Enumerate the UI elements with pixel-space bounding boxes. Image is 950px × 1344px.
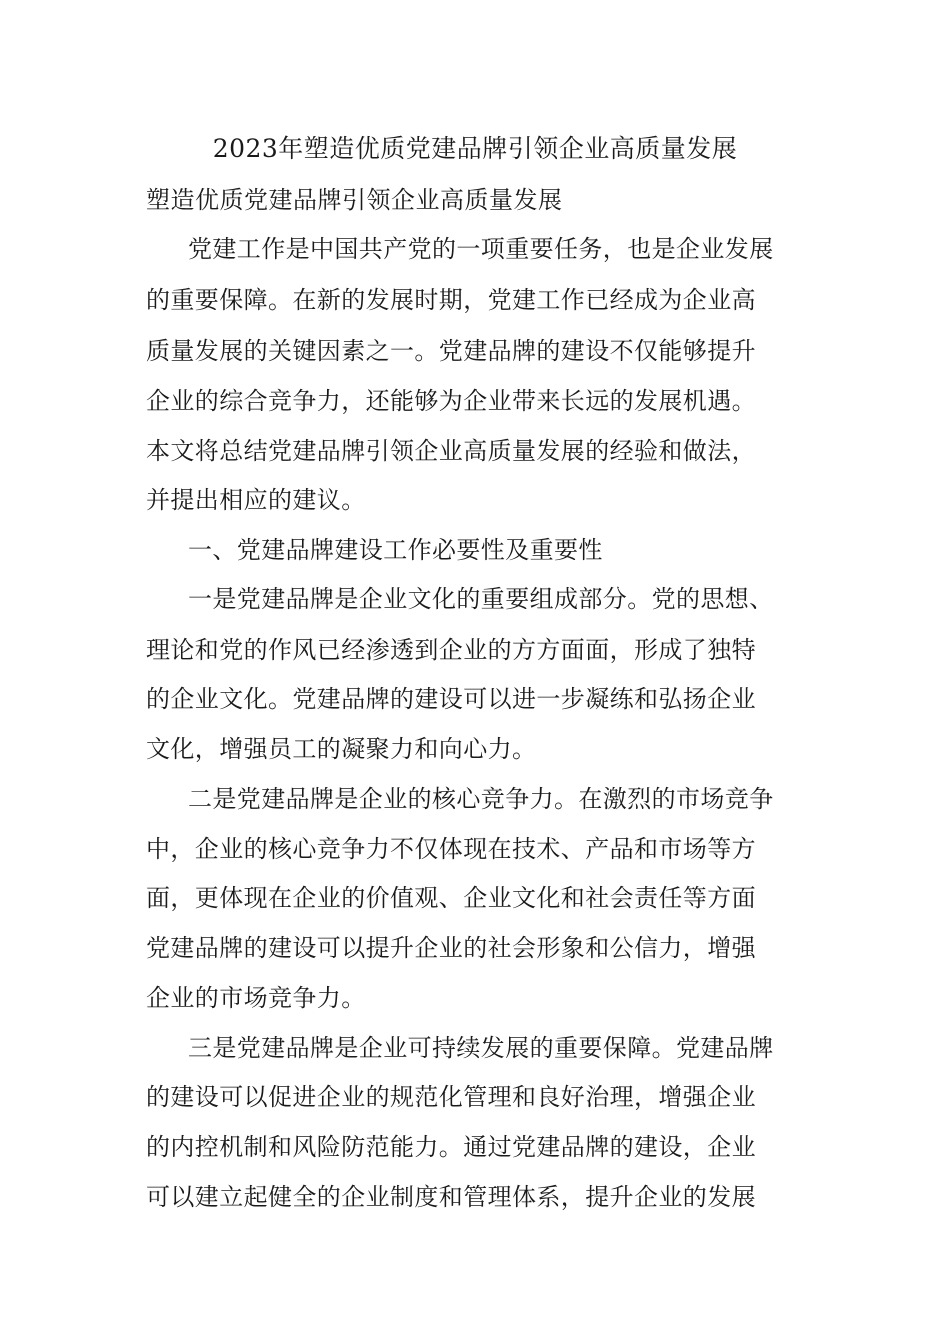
paragraph-4-line-5: 企业的市场竞争力。 bbox=[146, 984, 366, 1012]
paragraph-1-line-3: 质量发展的关键因素之一。党建品牌的建设不仅能够提升 bbox=[146, 337, 756, 365]
paragraph-4-line-4: 党建品牌的建设可以提升企业的社会形象和公信力，增强 bbox=[146, 934, 756, 962]
document-title: 2023年塑造优质党建品牌引领企业高质量发展 bbox=[212, 134, 738, 163]
paragraph-3-line-2: 理论和党的作风已经渗透到企业的方方面面，形成了独特 bbox=[146, 636, 756, 664]
paragraph-5-line-2: 的建设可以促进企业的规范化管理和良好治理，增强企业 bbox=[146, 1083, 756, 1111]
paragraph-1-line-5: 本文将总结党建品牌引领企业高质量发展的经验和做法， bbox=[146, 437, 756, 465]
paragraph-1-line-1: 党建工作是中国共产党的一项重要任务，也是企业发展 bbox=[188, 235, 774, 263]
paragraph-5-line-1: 三是党建品牌是企业可持续发展的重要保障。党建品牌 bbox=[188, 1034, 774, 1062]
section-heading-1: 一、党建品牌建设工作必要性及重要性 bbox=[188, 536, 603, 564]
paragraph-4-line-3: 面，更体现在企业的价值观、企业文化和社会责任等方面 bbox=[146, 884, 756, 912]
paragraph-1-line-6: 并提出相应的建议。 bbox=[146, 486, 366, 514]
paragraph-5-line-3: 的内控机制和风险防范能力。通过党建品牌的建设，企业 bbox=[146, 1133, 756, 1161]
paragraph-3-line-1: 一是党建品牌是企业文化的重要组成部分。党的思想、 bbox=[188, 585, 774, 613]
paragraph-1-line-4: 企业的综合竞争力，还能够为企业带来长远的发展机遇。 bbox=[146, 387, 756, 415]
paragraph-5-line-4: 可以建立起健全的企业制度和管理体系，提升企业的发展 bbox=[146, 1183, 756, 1211]
paragraph-3-line-3: 的企业文化。党建品牌的建设可以进一步凝练和弘扬企业 bbox=[146, 685, 756, 713]
paragraph-4-line-1: 二是党建品牌是企业的核心竞争力。在激烈的市场竞争 bbox=[188, 785, 774, 813]
document-subtitle: 塑造优质党建品牌引领企业高质量发展 bbox=[146, 186, 563, 214]
paragraph-1-line-2: 的重要保障。在新的发展时期，党建工作已经成为企业高 bbox=[146, 286, 756, 314]
paragraph-4-line-2: 中，企业的核心竞争力不仅体现在技术、产品和市场等方 bbox=[146, 835, 756, 863]
paragraph-3-line-4: 文化，增强员工的凝聚力和向心力。 bbox=[146, 735, 537, 763]
